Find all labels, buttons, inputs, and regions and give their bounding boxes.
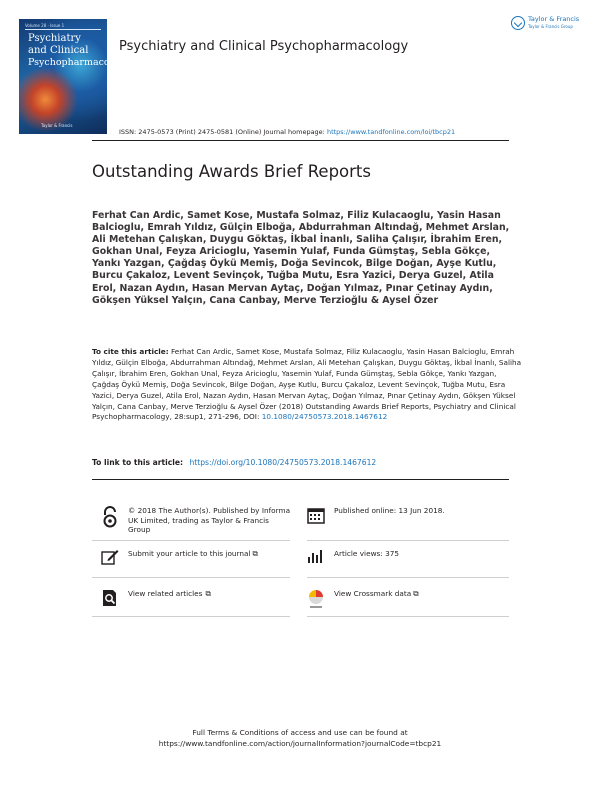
- author-list: Ferhat Can Ardic, Samet Kose, Mustafa Solmaz, Filiz Kulacaoglu, Yasin Hasan Balcioglu, Emrah Yıldız, Gülçin Elboğa, Abdurrahman Altındağ, Mehmet Arslan, Ali Metehan Çalışkan, Duygu Göktaş, İkbal İnanlı, Saliha Çalışır, İbrahim Eren, Gokhan Unal, Feyza Aricioglu, Yasemin Yulaf, Funda Gümştaş, Sebla Gökçe, Yankı Yazgan, Çağdaş Öykü Memiş, Doğa Sevincok, Bilge Doğan, Ayşe Kutlu, Burcu Çakaloz, Levent Sevinçok, Tuğba Mutu, Esra Yazici, Derya Guzel, Atila Erol, Nazan Aydın, Hasan Mervan Aytaç, Doğan Yılmaz, Pınar Çetinay Aydın, Gökşen Yüksel Yalçın, Cana Canbay, Merve Terzioğlu & Aysel Özer: [92, 210, 510, 306]
- info-row-divider: [92, 540, 290, 541]
- issn-line: [119, 128, 455, 136]
- published-info: [307, 506, 507, 524]
- info-row-divider: [307, 577, 509, 578]
- submit-article-text: Submit your article to this journal: [128, 549, 251, 558]
- terms-footer: [0, 727, 600, 749]
- journal-title: Psychiatry and Clinical Psychopharmacology: [119, 39, 409, 54]
- info-divider: [92, 479, 509, 480]
- article-views-count: Article views: 375: [334, 549, 400, 558]
- journal-homepage-link[interactable]: https://www.tandfonline.com/loi/tbcp21: [326, 128, 456, 136]
- external-link-icon: ⧉: [252, 549, 258, 558]
- info-row-divider: [92, 616, 290, 617]
- open-access-lock-icon: [101, 506, 119, 524]
- crossmark-icon: [307, 589, 325, 607]
- license-text: © 2018 The Author(s). Published by Informa UK Limited, trading as Taylor & Francis Group: [128, 506, 291, 534]
- info-row-divider: [307, 616, 509, 617]
- related-articles-text: View related articles: [128, 589, 203, 598]
- bar-chart-icon: [307, 549, 325, 567]
- crossmark-text: View Crossmark data: [334, 589, 412, 598]
- terms-footer-line1: Full Terms & Conditions of access and use can be found at: [192, 728, 408, 737]
- citation-block: [92, 347, 522, 423]
- cover-publisher: Taylor & Francis: [41, 123, 73, 128]
- edit-icon: [101, 549, 119, 567]
- cover-title-line3: Psychopharmacology: [28, 57, 130, 68]
- license-info: [101, 506, 291, 535]
- cover-small-text: Volume 28 · Issue 1: [25, 23, 65, 28]
- citation-text: Ferhat Can Ardic, Samet Kose, Mustafa Solmaz, Filiz Kulacaoglu, Yasin Hasan Balcioglu, Emrah Yıldız, Gülçin Elboğa, Abdurrahman Altındağ, Mehmet Arslan, Ali Metehan Çalışkan, Duygu Göktaş, İkbal İnanlı, Saliha Çalışır, İbrahim Eren, Gokhan Unal, Feyza Aricioglu, Yasemin Yulaf, Funda Gümştaş, Sebla Gökçe, Yankı Yazgan, Çağdaş Öykü Memiş, Doğa Sevincok, Bilge Doğan, Ayşe Kutlu, Burcu Çakaloz, Levent Sevinçok, Tuğba Mutu, Esra Yazici, Derya Guzel, Atila Erol, Nazan Aydın, Hasan Mervan Aytaç, Doğan Yılmaz, Pınar Çetinay Aydın, Gökşen Yüksel Yalçın, Cana Canbay, Merve Terzioğlu & Aysel Özer (2018) Outstanding Awards Brief Reports, Psychiatry and Clinical Psychopharmacology, 28:sup1, 271-296, DOI:: [92, 347, 522, 422]
- cover-title-line1: Psychiatry: [28, 33, 81, 44]
- journal-cover-image: [19, 19, 130, 134]
- search-document-icon: [101, 589, 119, 607]
- calendar-icon: [307, 506, 325, 524]
- crossmark-link[interactable]: [307, 589, 507, 607]
- terms-footer-url[interactable]: https://www.tandfonline.com/action/journalInformation?journalCode=tbcp21: [158, 739, 442, 748]
- citation-doi-link[interactable]: 10.1080/24750573.2018.1467612: [261, 412, 388, 422]
- publisher-logo[interactable]: [511, 16, 579, 30]
- article-doi-link[interactable]: https://doi.org/10.1080/24750573.2018.1467612: [189, 458, 377, 467]
- submit-article-link[interactable]: [101, 549, 291, 567]
- external-link-icon: ⧉: [413, 589, 419, 598]
- issn-text: ISSN: 2475-0573 (Print) 2475-0581 (Online) Journal homepage:: [119, 128, 325, 136]
- cover-title-line2: and Clinical: [28, 45, 89, 56]
- taylor-francis-logo-icon: [511, 16, 525, 30]
- info-row-divider: [92, 577, 290, 578]
- publisher-logo-name: Taylor & Francis: [528, 15, 580, 23]
- article-views: [307, 549, 507, 567]
- published-date: Published online: 13 Jun 2018.: [334, 506, 445, 515]
- related-articles-link[interactable]: [101, 589, 291, 607]
- article-link-row: [92, 458, 376, 467]
- article-title: Outstanding Awards Brief Reports: [92, 162, 372, 181]
- publisher-logo-group: Taylor & Francis Group: [528, 24, 573, 29]
- external-link-icon: ⧉: [205, 589, 211, 598]
- link-label: To link to this article:: [92, 458, 184, 467]
- citation-label: To cite this article:: [92, 347, 169, 356]
- header-divider: [92, 140, 509, 141]
- cover-rule: [25, 29, 101, 30]
- info-row-divider: [307, 540, 509, 541]
